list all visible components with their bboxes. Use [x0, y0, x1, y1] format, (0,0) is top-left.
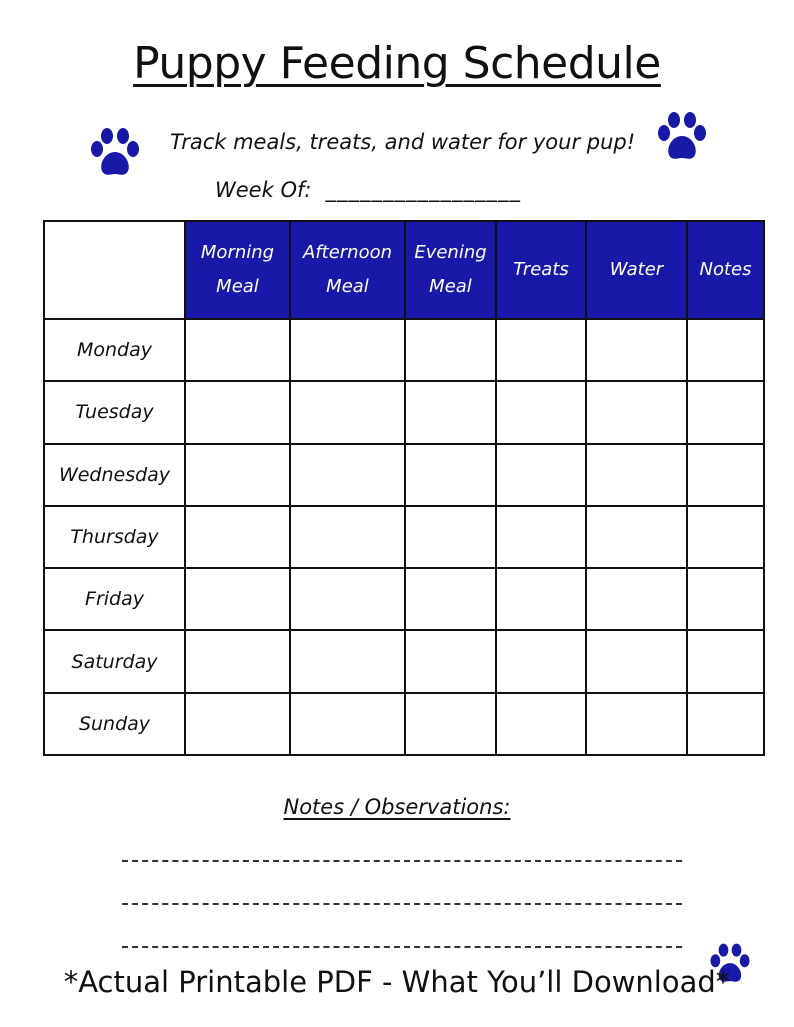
table-cell [290, 693, 405, 755]
table-cell [586, 381, 687, 443]
column-header-water: Water [586, 221, 687, 319]
table-cell [496, 630, 586, 692]
table-cell [290, 506, 405, 568]
day-label: Wednesday [44, 444, 185, 506]
table-cell [687, 568, 764, 630]
table-header-row [44, 221, 764, 319]
table-cell [290, 630, 405, 692]
table-cell [496, 319, 586, 381]
table-cell [496, 693, 586, 755]
table-cell [185, 506, 290, 568]
day-label: Monday [44, 319, 185, 381]
column-header-morning-meal: Morning Meal [185, 221, 290, 319]
feeding-schedule-table [43, 220, 765, 756]
table-cell [586, 693, 687, 755]
table-cell [290, 568, 405, 630]
column-header-evening-meal: Evening Meal [405, 221, 496, 319]
table-cell [405, 693, 496, 755]
table-cell [405, 630, 496, 692]
table-cell [496, 506, 586, 568]
table-cell [185, 693, 290, 755]
day-label: Saturday [44, 630, 185, 692]
table-cell [185, 319, 290, 381]
column-header-afternoon-meal: Afternoon Meal [290, 221, 405, 319]
table-cell [290, 381, 405, 443]
table-cell [687, 693, 764, 755]
column-header-notes: Notes [687, 221, 764, 319]
table-cell [405, 568, 496, 630]
day-label: Thursday [44, 506, 185, 568]
week-of-label: Week Of: [215, 178, 312, 202]
table-row [44, 319, 764, 381]
table-row [44, 630, 764, 692]
day-label: Sunday [44, 693, 185, 755]
week-of-field [215, 178, 521, 202]
table-row [44, 381, 764, 443]
table-cell [586, 319, 687, 381]
notes-heading: Notes / Observations: [283, 795, 511, 819]
subtitle: Track meals, treats, and water for your pup! [170, 130, 636, 154]
table-cell [290, 319, 405, 381]
table-cell [586, 506, 687, 568]
table-cell [586, 630, 687, 692]
column-header-treats: Treats [496, 221, 586, 319]
page-title: Puppy Feeding Schedule [133, 38, 661, 89]
day-label: Friday [44, 568, 185, 630]
table-cell [405, 506, 496, 568]
table-cell [290, 444, 405, 506]
table-cell [405, 319, 496, 381]
day-label: Tuesday [44, 381, 185, 443]
paw-print-icon [655, 110, 709, 164]
table-cell [185, 630, 290, 692]
week-of-blank: _________________ [325, 178, 521, 202]
notes-line [122, 946, 682, 948]
paw-print-icon [88, 126, 142, 180]
table-cell [687, 506, 764, 568]
table-cell [405, 381, 496, 443]
table-cell [185, 381, 290, 443]
table-cell [405, 444, 496, 506]
table-row [44, 693, 764, 755]
table-row [44, 506, 764, 568]
table-row [44, 444, 764, 506]
table-cell [586, 568, 687, 630]
table-cell [687, 381, 764, 443]
table-cell [687, 319, 764, 381]
table-cell [586, 444, 687, 506]
table-cell [687, 444, 764, 506]
footer-caption: *Actual Printable PDF - What You’ll Download* [63, 965, 731, 999]
header-corner-cell [44, 221, 185, 319]
notes-line [122, 903, 682, 905]
table-cell [496, 568, 586, 630]
notes-line [122, 860, 682, 862]
table-cell [687, 630, 764, 692]
table-cell [496, 381, 586, 443]
table-cell [185, 568, 290, 630]
table-row [44, 568, 764, 630]
table-cell [185, 444, 290, 506]
table-cell [496, 444, 586, 506]
